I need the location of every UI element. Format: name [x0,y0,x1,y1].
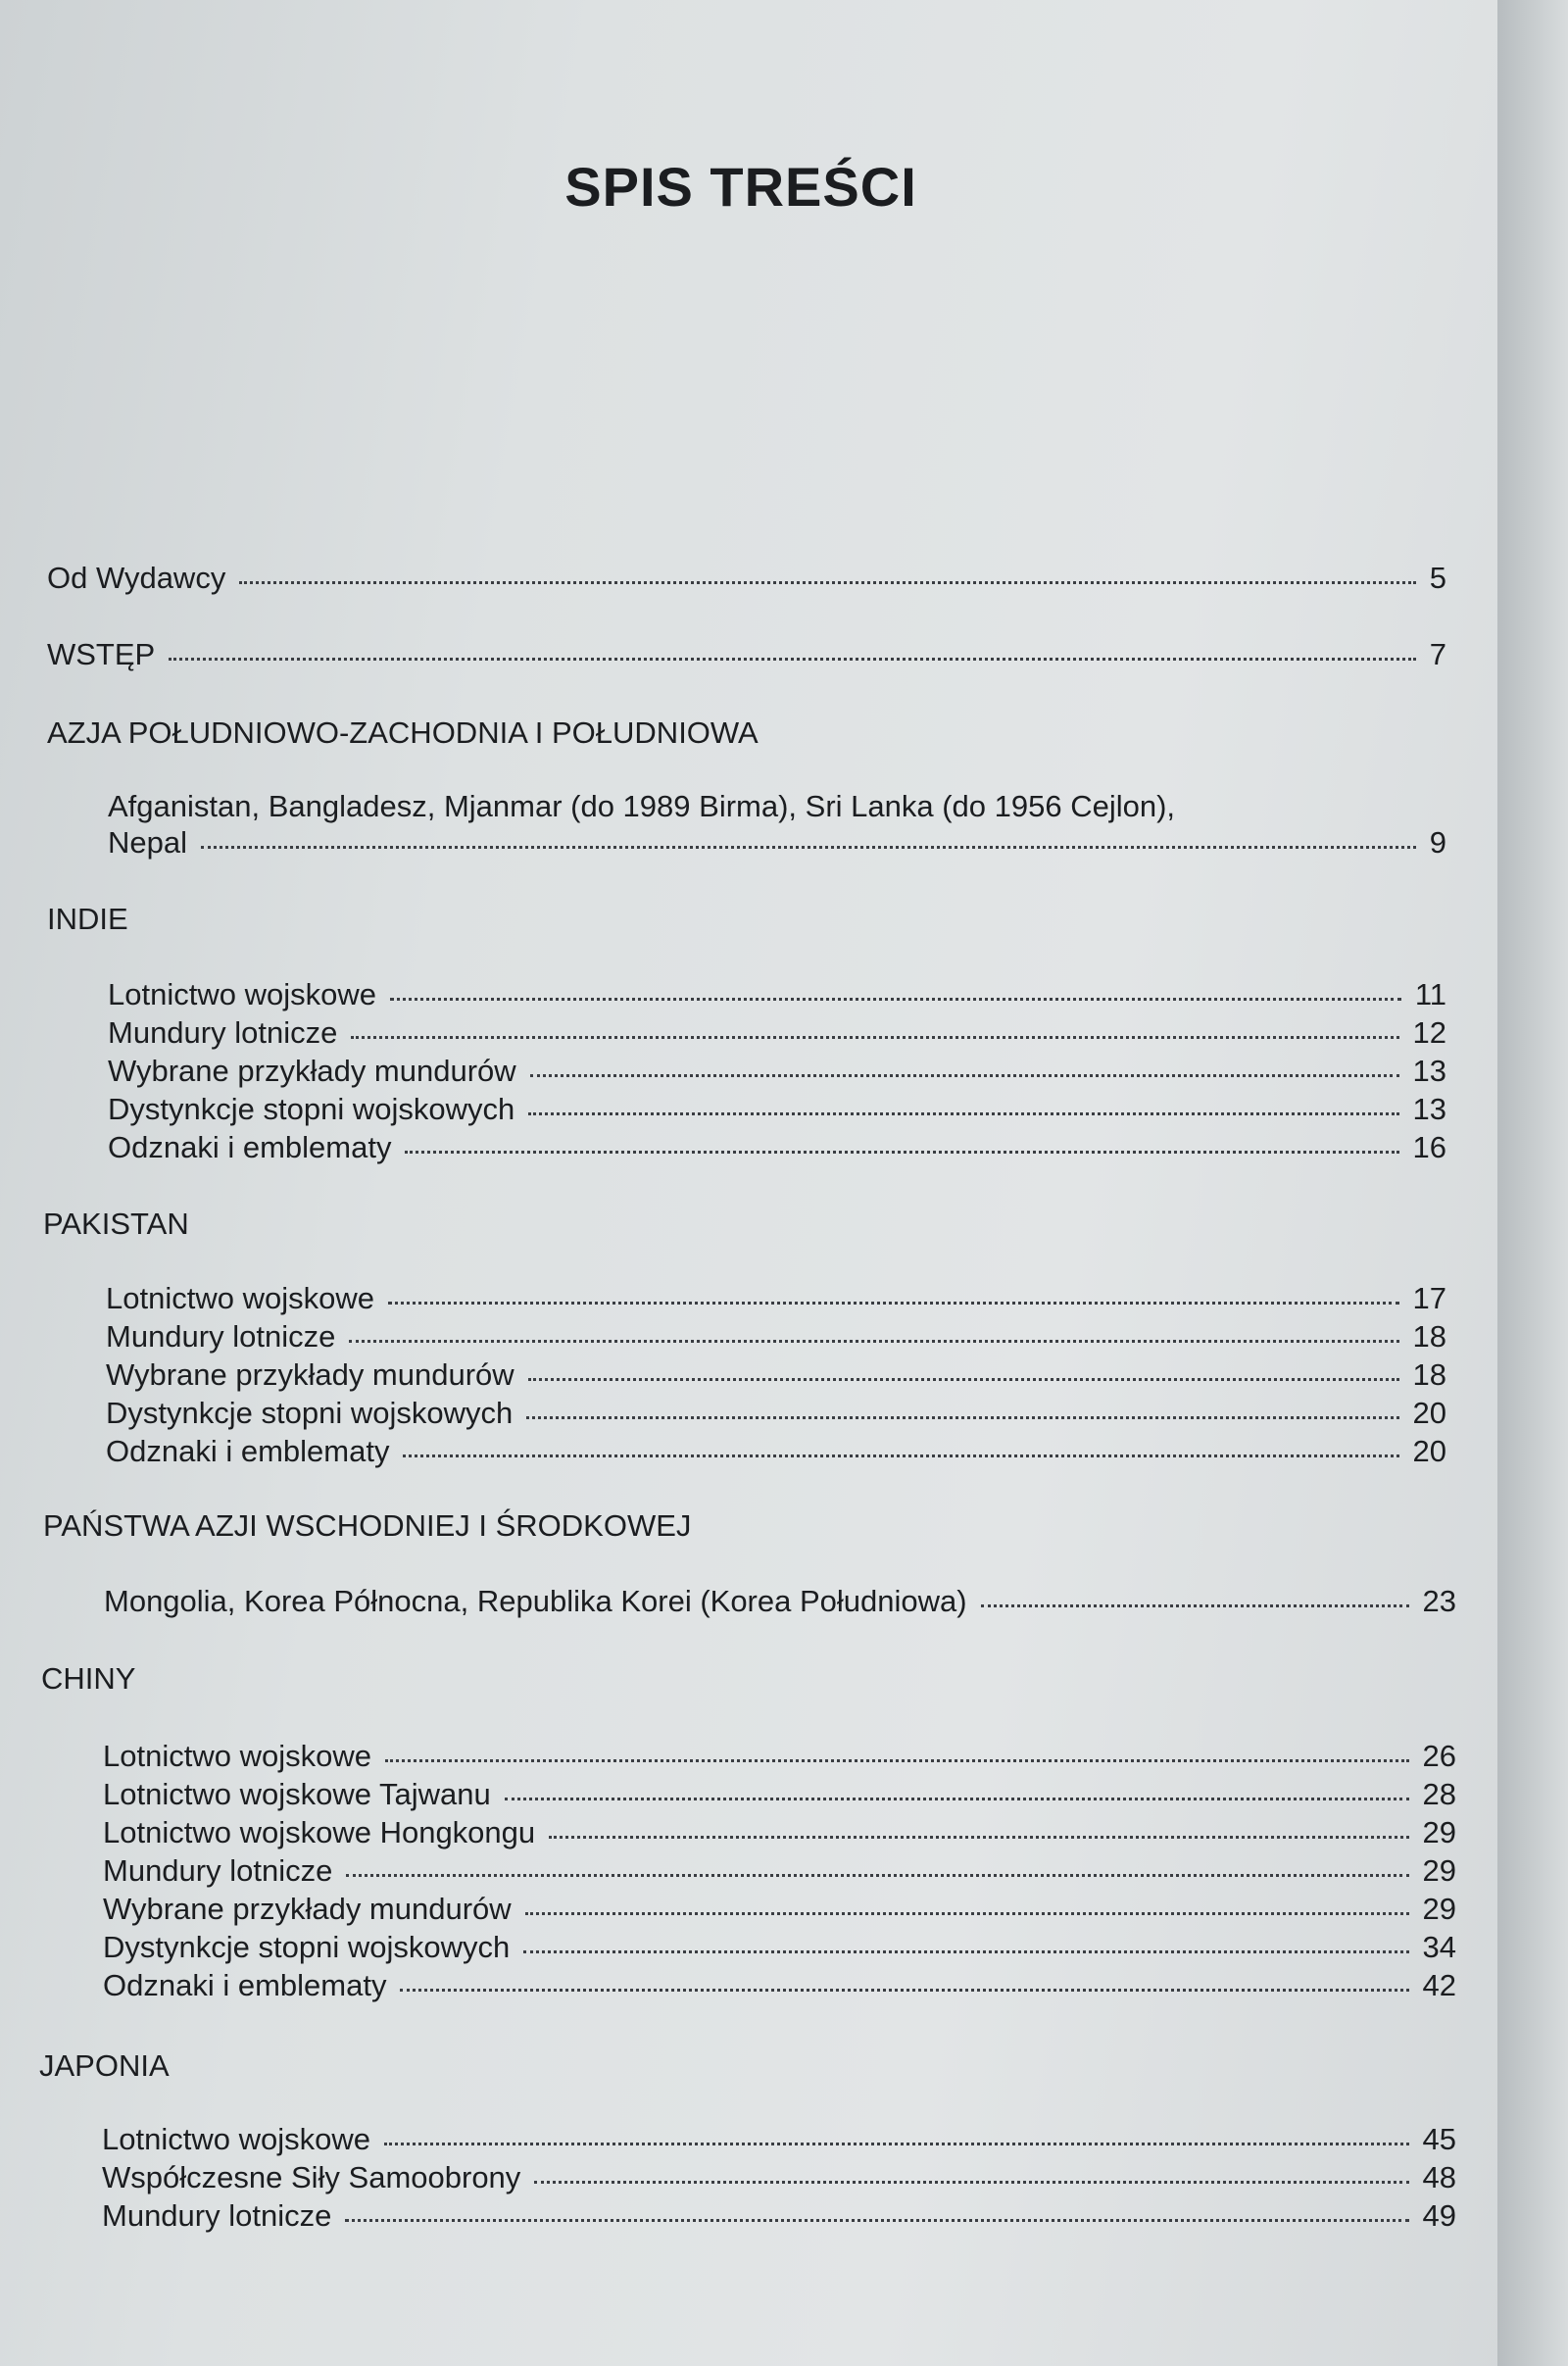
toc-entry-page: 29 [1422,1853,1456,1888]
toc-entry-page: 28 [1422,1777,1456,1811]
dot-leader [384,2137,1409,2145]
section-heading-asia-east: PAŃSTWA AZJI WSCHODNIEJ I ŚRODKOWEJ [43,1508,692,1543]
dot-leader [534,2175,1408,2184]
toc-entry-page: 20 [1412,1434,1446,1468]
toc-entry-page: 5 [1429,561,1446,595]
toc-entry [104,1582,1456,1620]
toc-entry [106,1356,1446,1394]
toc-entry [108,1052,1446,1090]
toc-entry-page: 49 [1422,2198,1456,2233]
toc-entry-page: 23 [1422,1584,1456,1618]
toc-entry-label: Mundury lotnicze [102,2198,332,2233]
toc-entry-label: Dystynkcje stopni wojskowych [103,1930,511,1964]
toc-entry [102,2158,1456,2196]
dot-leader [390,992,1401,1001]
toc-entry [103,1928,1456,1966]
dot-leader [528,1372,1399,1381]
toc-entry-wstep [47,635,1446,673]
toc-entry [106,1432,1446,1470]
toc-entry [103,1775,1456,1813]
toc-entry [106,1279,1446,1317]
dot-leader [346,1868,1408,1877]
toc-entry [106,1394,1446,1432]
toc-entry [103,1813,1456,1851]
toc-entry [102,2120,1456,2158]
toc-entry-label: Odznaki i emblematy [103,1968,387,2002]
dot-leader [530,1068,1399,1077]
toc-entry-label: Lotnictwo wojskowe [106,1281,374,1315]
toc-entry-label: WSTĘP [47,637,156,671]
toc-entry-page: 12 [1412,1015,1446,1050]
dot-leader [549,1830,1408,1839]
toc-entry-label: Mundury lotnicze [103,1853,333,1888]
toc-entry-page: 13 [1412,1054,1446,1088]
toc-entry [103,1890,1456,1928]
toc-entry-page: 34 [1422,1930,1456,1964]
toc-entry-page: 18 [1412,1319,1446,1354]
dot-leader [525,1906,1409,1915]
dot-leader [351,1030,1398,1039]
dot-leader [405,1145,1398,1154]
toc-entry-label: Wybrane przykłady mundurów [106,1357,514,1392]
toc-entry-page: 17 [1412,1281,1446,1315]
toc-entry-label: Od Wydawcy [47,561,226,595]
toc-entry [106,1317,1446,1356]
toc-entry [103,1966,1456,2004]
toc-entry-page: 26 [1422,1739,1456,1773]
toc-entry-page: 18 [1412,1357,1446,1392]
toc-entry-label: Mundury lotnicze [108,1015,338,1050]
dot-leader [400,1983,1408,1992]
section-heading-indie: INDIE [47,902,128,936]
toc-entry [108,975,1446,1013]
toc-entry [102,2196,1456,2235]
toc-entry [103,1737,1456,1775]
toc-entry-page: 29 [1422,1892,1456,1926]
toc-entry-label: Współczesne Siły Samoobrony [102,2160,521,2194]
dot-leader [528,1107,1398,1115]
dot-leader [403,1449,1398,1457]
page-title: SPIS TREŚCI [564,156,917,218]
toc-entry [108,1090,1446,1128]
toc-entry-page: 11 [1414,977,1446,1011]
book-spine-shadow [1497,0,1568,2366]
toc-entry-od-wydawcy [47,559,1446,597]
toc-entry-label: Wybrane przykłady mundurów [103,1892,512,1926]
section-heading-asia-sw: AZJA POŁUDNIOWO-ZACHODNIA I POŁUDNIOWA [47,715,759,750]
toc-entry-label: Lotnictwo wojskowe [102,2122,370,2156]
toc-entry-page: 42 [1422,1968,1456,2002]
dot-leader [981,1599,1409,1607]
toc-entry-label: Dystynkcje stopni wojskowych [108,1092,515,1126]
toc-entry [103,1851,1456,1890]
toc-entry-label: Wybrane przykłady mundurów [108,1054,516,1088]
toc-entry [108,1128,1446,1166]
toc-entry-label: Mongolia, Korea Północna, Republika Korei (Korea Południowa) [104,1584,967,1618]
toc-entry-label: Dystynkcje stopni wojskowych [106,1396,514,1430]
toc-entry-page: 45 [1422,2122,1456,2156]
toc-entry-page: 48 [1422,2160,1456,2194]
toc-entry-page: 16 [1412,1130,1446,1164]
toc-entry-label: Lotnictwo wojskowe Tajwanu [103,1777,491,1811]
toc-entry-label: Odznaki i emblematy [106,1434,390,1468]
toc-entry-label: Nepal [108,825,187,860]
toc-entry-label: Mundury lotnicze [106,1319,336,1354]
section-heading-pakistan: PAKISTAN [43,1207,189,1241]
dot-leader [388,1296,1399,1305]
toc-entry-asia-sw-line1: Afganistan, Bangladesz, Mjanmar (do 1989 Birma), Sri Lanka (do 1956 Cejlon), [108,789,1176,823]
dot-leader [505,1792,1409,1800]
toc-entry-label: Lotnictwo wojskowe [108,977,376,1011]
dot-leader [349,1334,1398,1343]
toc-entry-label: Odznaki i emblematy [108,1130,392,1164]
dot-leader [201,840,1416,849]
dot-leader [523,1945,1408,1953]
dot-leader [345,2213,1408,2222]
toc-entry-page: 20 [1412,1396,1446,1430]
toc-entry-page: 9 [1429,825,1446,860]
section-heading-japonia: JAPONIA [39,2048,170,2083]
toc-entry-asia-sw-line2 [108,823,1446,862]
toc-entry-label: Lotnictwo wojskowe [103,1739,371,1773]
toc-entry [108,1013,1446,1052]
section-heading-chiny: CHINY [41,1661,136,1696]
dot-leader [526,1410,1398,1419]
toc-entry-page: 13 [1412,1092,1446,1126]
dot-leader [239,575,1415,584]
toc-entry-page: 29 [1422,1815,1456,1849]
dot-leader [385,1753,1409,1762]
toc-entry-label: Lotnictwo wojskowe Hongkongu [103,1815,536,1849]
toc-entry-page: 7 [1429,637,1446,671]
dot-leader [169,652,1416,661]
